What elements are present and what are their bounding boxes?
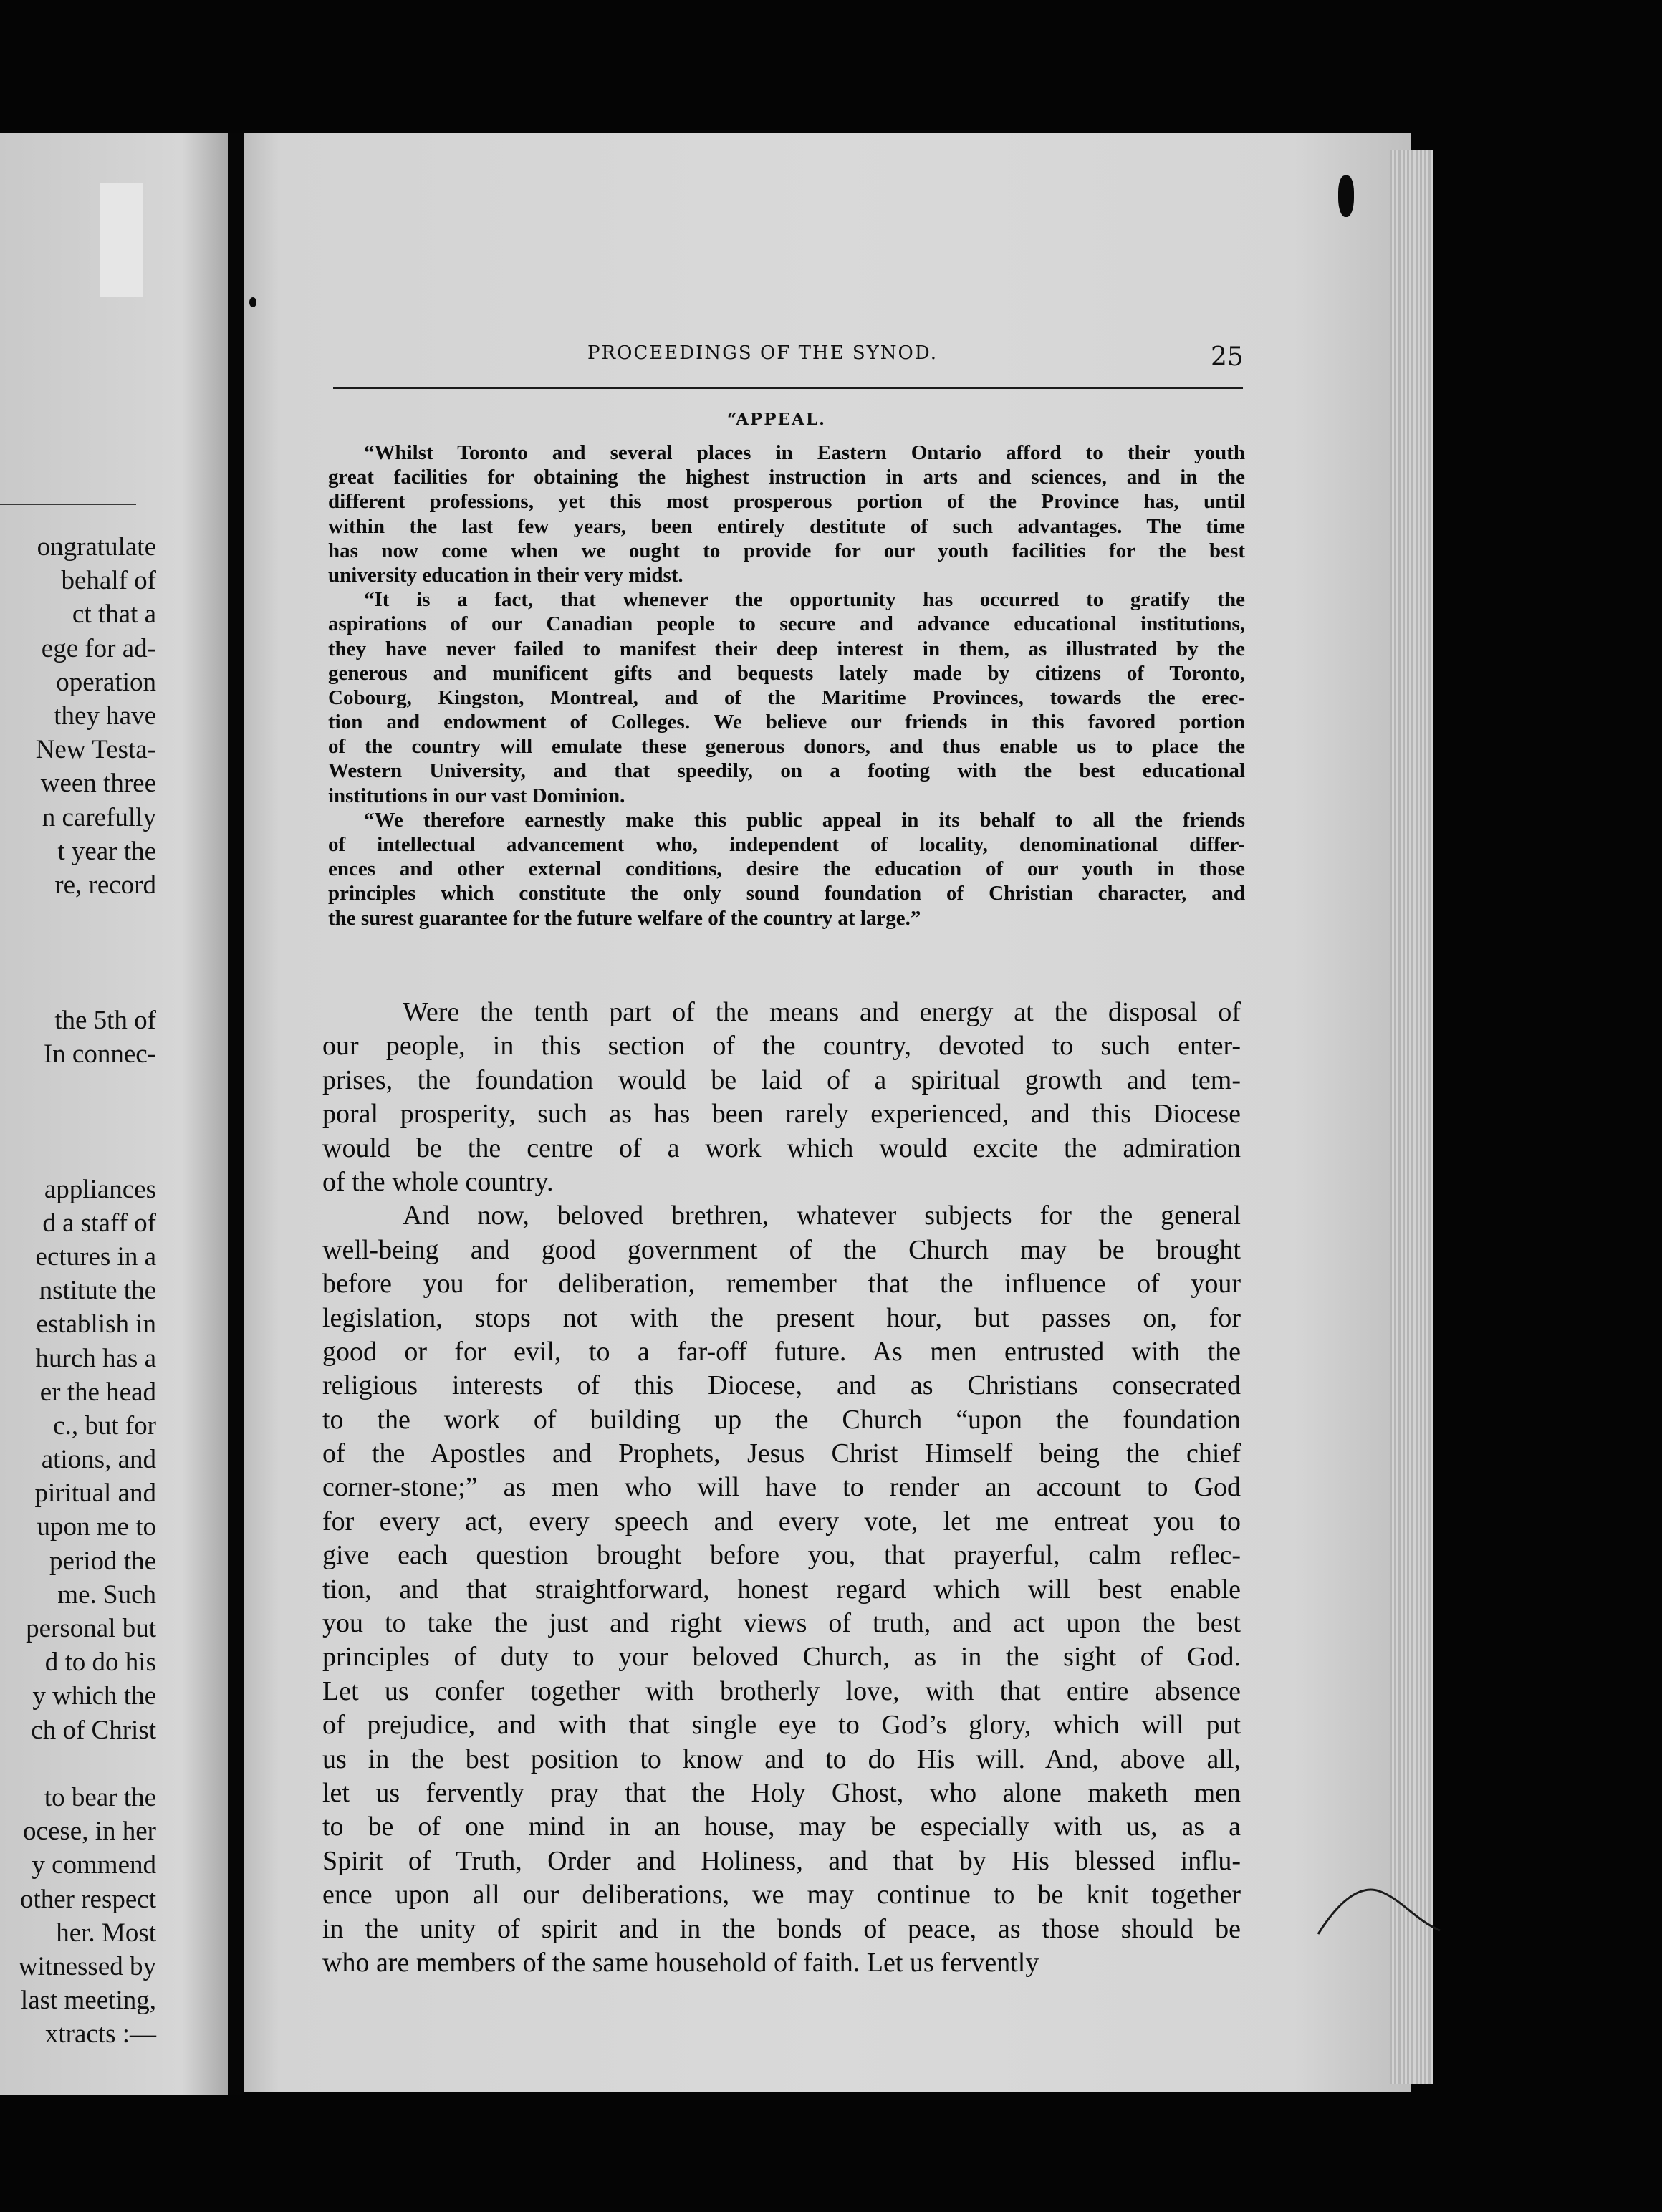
- appeal-line: tion and endowment of Colleges. We believe our friends in this favored portion: [328, 711, 1245, 734]
- body-line: legislation, stops not with the present hour, but passes on, for: [322, 1302, 1241, 1333]
- left-page-line: [19, 1747, 156, 1781]
- appeal-line: Western University, and that speedily, on a footing with the best educational: [328, 759, 1245, 783]
- left-page-line: xtracts :—: [44, 2019, 156, 2049]
- appeal-line: ences and other external conditions, desire the education of our youth in those: [328, 857, 1245, 881]
- appeal-line: they have never failed to manifest their deep interest in them, as illustrated by the: [328, 637, 1245, 660]
- left-page-line: er the head: [39, 1377, 156, 1407]
- left-page-line: they have: [54, 701, 156, 731]
- left-page-line: appliances: [44, 1174, 156, 1204]
- left-page-line: ations, and: [41, 1445, 156, 1475]
- page-number: 25: [1211, 342, 1244, 372]
- left-page-line: upon me to: [37, 1512, 156, 1542]
- left-header-rule: [0, 504, 136, 505]
- left-page-line: nstitute the: [39, 1276, 156, 1306]
- body-line: poral prosperity, such as has been rarely experienced, and this Diocese: [322, 1099, 1241, 1130]
- header-rule: [333, 387, 1243, 389]
- body-line: prises, the foundation would be laid of a spiritual growth and tem-: [322, 1064, 1241, 1095]
- body-line: religious interests of this Diocese, and as Christians consecrated: [322, 1370, 1241, 1401]
- pencil-curl-mark: [1315, 1877, 1444, 1941]
- page-gutter: [228, 133, 244, 2095]
- body-line: let us fervently pray that the Holy Ghost, who alone maketh men: [322, 1777, 1241, 1808]
- appeal-quotation: [328, 441, 1245, 931]
- left-page-line: me. Such: [57, 1579, 156, 1610]
- left-page-line: [19, 902, 156, 936]
- body-line: of the whole country.: [322, 1166, 554, 1197]
- appeal-line: “It is a fact, that whenever the opportunity has occurred to gratify the: [364, 588, 1245, 612]
- left-page-line: other respect: [19, 1884, 156, 1914]
- left-page-line: re, record: [54, 870, 156, 900]
- left-page-line: piritual and: [34, 1478, 156, 1509]
- left-page-line: [19, 1071, 156, 1105]
- left-page-line: y commend: [32, 1850, 156, 1880]
- left-page-line: In connec-: [43, 1039, 156, 1069]
- appeal-line: of the country will emulate these generous donors, and thus enable us to place the: [328, 735, 1245, 759]
- body-line: would be the centre of a work which would excite the admiration: [322, 1133, 1241, 1163]
- left-page-line: behalf of: [61, 566, 156, 596]
- appeal-title: “APPEAL.: [727, 410, 827, 429]
- body-line: give each question brought before you, that prayerful, calm reflec-: [322, 1540, 1241, 1571]
- left-page-line: ocese, in her: [23, 1817, 156, 1847]
- paper-tab: [100, 183, 143, 297]
- body-line: who are members of the same household of faith. Let us fervently: [322, 1947, 1039, 1978]
- appeal-line: the surest guarantee for the future welfare of the country at large.”: [328, 906, 921, 930]
- body-line: us in the best position to know and to do His will. And, above all,: [322, 1744, 1241, 1774]
- body-line: Spirit of Truth, Order and Holiness, and that by His blessed influ-: [322, 1845, 1241, 1876]
- left-page-line: her. Most: [56, 1918, 156, 1948]
- left-page-line: operation: [56, 667, 156, 697]
- appeal-line: aspirations of our Canadian people to secure and advance educational institutions,: [328, 612, 1245, 636]
- left-page-line: n carefully: [42, 802, 156, 832]
- left-page-line: ege for ad-: [41, 633, 156, 663]
- left-page-line: New Testa-: [35, 735, 156, 765]
- left-page-line: ongratulate: [37, 532, 156, 562]
- ink-dot-mark: [249, 297, 256, 307]
- body-line: our people, in this section of the country, devoted to such enter-: [322, 1031, 1241, 1062]
- appeal-line: of intellectual advancement who, independent of locality, denominational differ-: [328, 833, 1245, 856]
- left-page-line: period the: [49, 1546, 156, 1576]
- left-page-line: ween three: [40, 769, 156, 799]
- left-page-line: [19, 969, 156, 1003]
- body-line: to the work of building up the Church “upon the foundation: [322, 1404, 1241, 1435]
- appeal-line: university education in their very midst.: [328, 563, 683, 587]
- ink-blot-mark: [1338, 175, 1354, 217]
- left-page-line: ectures in a: [35, 1241, 156, 1271]
- left-page-line: personal but: [26, 1614, 156, 1643]
- left-page-line: [19, 1105, 156, 1138]
- left-facing-page: [0, 133, 228, 2095]
- running-head: PROCEEDINGS OF THE SYNOD.: [587, 342, 938, 364]
- left-page-text: [19, 530, 156, 2051]
- left-page-line: ch of Christ: [31, 1715, 156, 1745]
- body-line: Were the tenth part of the means and energy at the disposal of: [403, 997, 1241, 1027]
- appeal-line: within the last few years, been entirely destitute of such advantages. The time: [328, 514, 1245, 538]
- left-page-line: the 5th of: [54, 1005, 156, 1035]
- body-line: ence upon all our deliberations, we may continue to be knit together: [322, 1880, 1241, 1910]
- left-page-line: hurch has a: [35, 1343, 156, 1373]
- appeal-line: “Whilst Toronto and several places in Eastern Ontario afford to their youth: [364, 441, 1245, 464]
- left-page-line: ct that a: [72, 600, 156, 630]
- body-line: of prejudice, and with that single eye to God’s glory, which will put: [322, 1710, 1241, 1741]
- appeal-line: generous and munificent gifts and bequests lately made by citizens of Toronto,: [328, 661, 1245, 685]
- appeal-line: has now come when we ought to provide for our youth facilities for the best: [328, 539, 1245, 562]
- body-line: tion, and that straightforward, honest regard which will best enable: [322, 1574, 1241, 1605]
- appeal-line: principles which constitute the only sound foundation of Christian character, and: [328, 882, 1245, 905]
- body-line: to be of one mind in an house, may be especially with us, as a: [322, 1812, 1241, 1842]
- left-page-line: witnessed by: [18, 1951, 156, 1981]
- left-page-line: y which the: [32, 1681, 156, 1711]
- body-text: [322, 996, 1241, 1980]
- body-line: you to take the just and right views of truth, and act upon the best: [322, 1608, 1241, 1639]
- appeal-line: great facilities for obtaining the highest instruction in arts and sciences, and in the: [328, 466, 1245, 489]
- body-line: And now, beloved brethren, whatever subjects for the general: [403, 1201, 1241, 1231]
- appeal-line: different professions, yet this most prosperous portion of the Province has, until: [328, 490, 1245, 514]
- body-line: well-being and good government of the Church may be brought: [322, 1234, 1241, 1265]
- left-page-line: to bear the: [44, 1782, 156, 1812]
- body-line: for every act, every speech and every vote, let me entreat you to: [322, 1506, 1241, 1537]
- appeal-line: Cobourg, Kingston, Montreal, and of the Maritime Provinces, towards the erec-: [328, 686, 1245, 709]
- body-line: Let us confer together with brotherly love, with that entire absence: [322, 1675, 1241, 1706]
- page-edges: [1390, 150, 1433, 2084]
- appeal-line: institutions in our vast Dominion.: [328, 784, 625, 807]
- body-line: before you for deliberation, remember that the influence of your: [322, 1269, 1241, 1299]
- body-line: in the unity of spirit and in the bonds of peace, as those should be: [322, 1913, 1241, 1944]
- body-line: good or for evil, to a far-off future. As men entrusted with the: [322, 1336, 1241, 1367]
- left-page-line: d a staff of: [42, 1208, 156, 1238]
- body-line: principles of duty to your beloved Church, as in the sight of God.: [322, 1642, 1241, 1673]
- left-page-line: establish in: [36, 1309, 156, 1340]
- appeal-line: “We therefore earnestly make this public appeal in its behalf to all the friends: [364, 808, 1245, 832]
- left-page-line: t year the: [57, 836, 156, 866]
- left-page-line: d to do his: [44, 1648, 156, 1678]
- body-line: of the Apostles and Prophets, Jesus Christ Himself being the chief: [322, 1438, 1241, 1469]
- body-line: corner-stone;” as men who will have to render an account to God: [322, 1472, 1241, 1503]
- left-page-line: last meeting,: [20, 1986, 156, 2016]
- left-page-line: [19, 1138, 156, 1172]
- left-page-line: [19, 936, 156, 969]
- left-page-line: c., but for: [53, 1410, 156, 1441]
